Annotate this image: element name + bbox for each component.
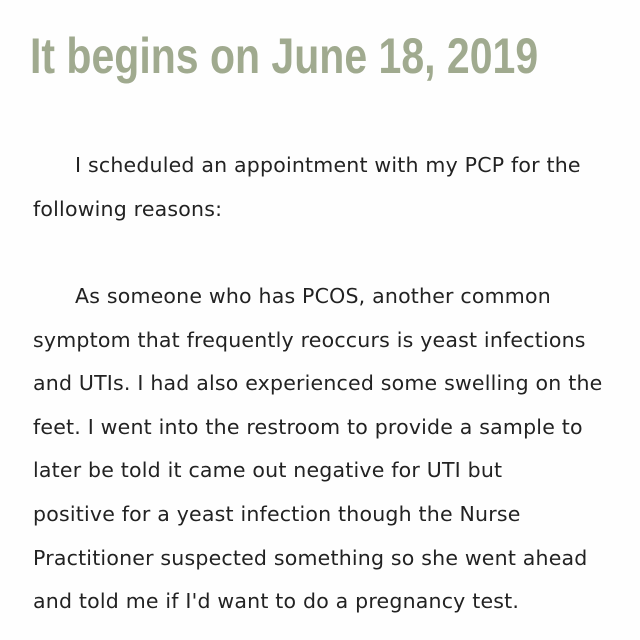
paragraph-line: I scheduled an appointment with my PCP for the (75, 153, 581, 177)
paragraph-line: As someone who has PCOS, another common (75, 284, 551, 308)
paragraph-line: following reasons: (33, 196, 223, 221)
paragraph-line: symptom that frequently reoccurs is yeast infections (33, 327, 586, 352)
paragraph-line: positive for a yeast infection though the Nurse (33, 501, 521, 526)
paragraph-line: feet. I went into the restroom to provide a sample to (33, 414, 583, 439)
page-title: It begins on June 18, 2019 (30, 28, 539, 84)
paragraph-line: later be told it came out negative for UTI but (33, 458, 503, 483)
paragraph-line: and told me if I'd want to do a pregnancy test. (33, 589, 520, 614)
paragraph-line: Practitioner suspected something so she went ahead (33, 545, 588, 570)
paragraph-symptoms (33, 275, 633, 624)
paragraph-appointment (33, 144, 633, 231)
paragraph-line: and UTIs. I had also experienced some swelling on the (33, 371, 603, 396)
